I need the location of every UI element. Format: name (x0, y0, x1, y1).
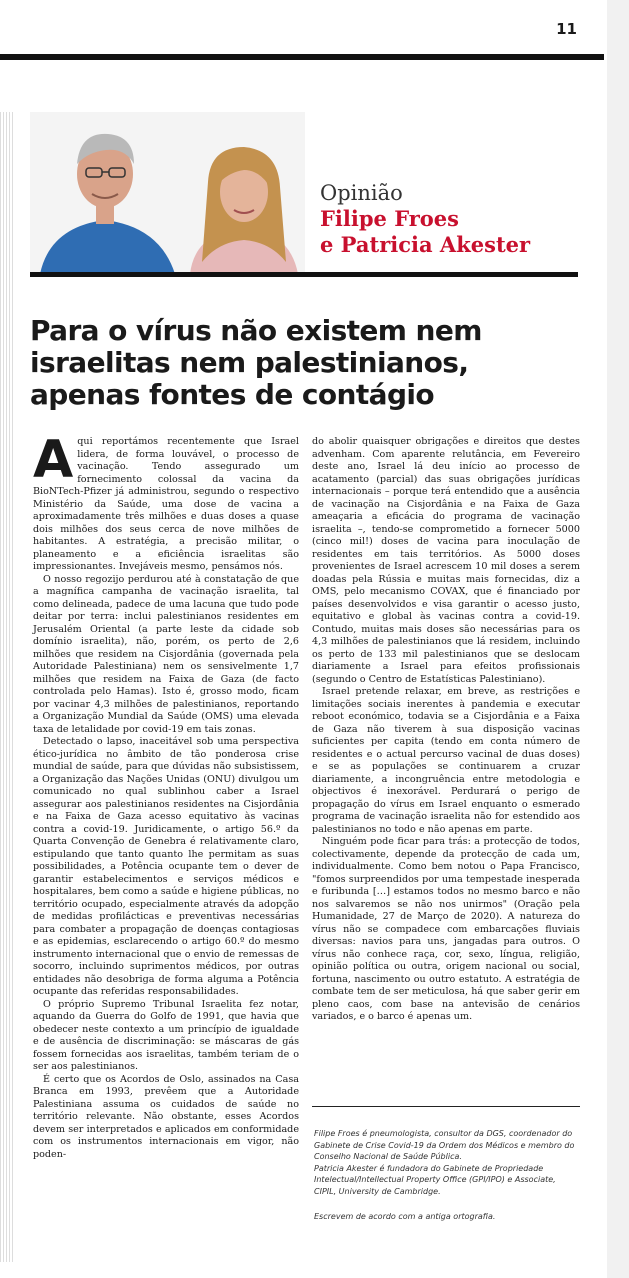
author-banner (320, 180, 580, 258)
bio-akester: Patricia Akester é fundadora do Gabinete de Propriedade Intelectual/Intellectual Property Office (GPI/IPO) e Associate, CIPIL, University de Cambridge. (314, 1163, 556, 1196)
paragraph: Detectado o lapso, inaceitável sob uma perspectiva ético-jurídica no âmbito de tão ponderosa crise mundial de saúde, para que dúvidas não subsistissem, a Organização das Nações Unidas (ONU) divulgou um comunicado no qual sublinhou caber a Israel assegurar aos palestinianos residentes na Cisjordânia e na Faixa de Gaza acesso equitativo às vacinas contra a covid-19. Juridicamente, o artigo 56.º da Quarta Convenção de Genebra é relativamente claro, estipulando que tanto quanto lhe permitam as suas possibilidades, a Potência ocupante tem o dever de garantir estabelecimentos e serviços médicos e hospitalares, bem como a saúde e higiene públicas, no território ocupado, especialmente através da adopção de medidas profilácticas e preventivas necessárias para combater a propagação de doenças contagiosas e as epidemias, esclarecendo o artigo 60.º do mesmo instrumento internacional que o envio de remessas de socorro, incluindo suprimentos médicos, por outras entidades não desobriga de forma alguma a Potência ocupante das referidas responsabilidades. (33, 736, 299, 997)
margin-stripes (0, 112, 14, 1262)
paragraph: do abolir quaisquer obrigações e direitos que destes advenham. Com aparente relutância, em Fevereiro deste ano, Israel lá deu início ao processo de acatamento (parcial) das suas obrigações jurídicas internacionais – porque terá entendido que a ausência de vacinação na Cisjordânia e na Faixa de Gaza ameaçaria a eficácia do programa de vacinação israelita –, tendo-se comprometido a fornecer 5000 (cinco mil!) doses de vacina para inoculação de residentes em tais territórios. As 5000 doses provenientes de Israel acrescem 10 mil doses a serem doadas pela Rússia e muitas mais fornecidas, diz a OMS, pelo mecanismo COVAX, que é financiado por países desenvolvidos e visa garantir o acesso justo, equitativo e global às vacinas contra a covid-19. Contudo, muitas mais doses são necessárias para os 4,3 milhões de palestinianos que lá residem, incluindo os perto de 133 mil palestinianos que se deslocam diariamente a Israel para efeitos profissionais (segundo o Centro de Estatísticas Palestiniano). (312, 436, 580, 685)
paragraph: É certo que os Acordos de Oslo, assinados na Casa Branca em 1993, prevêem que a Autoridade Palestiniana assuma os cuidados de saúde no território relevante. Não obstante, esses Acordos devem ser interpretados e aplicados em conformidade com os instrumentos internacionais em vigor, não poden- (33, 1073, 299, 1160)
section-label: Opinião (320, 181, 403, 205)
page-edge (607, 0, 629, 1278)
authors-photo-illustration (30, 112, 305, 274)
author-name-line2: e Patricia Akester (320, 232, 531, 257)
paragraph: O próprio Supremo Tribunal Israelita fez notar, aquando da Guerra do Golfo de 1991, que havia que obedecer neste contexto a um princípio de igualdade e de ausência de discriminação: se máscaras de gás fossem fornecidas aos israelitas, também teriam de o ser aos palestinianos. (33, 998, 299, 1072)
paragraph: Ninguém pode ficar para trás: a protecção de todos, colectivamente, depende da protecção de cada um, individualmente. Como bem notou o Papa Francisco, "fomos surpreendidos por uma tempestade inesperada e furibunda […] estamos todos no mesmo barco e não nos salvaremos se não nos unirmos" (Oração pela Humanidade, 27 de Março de 2020). A natureza do vírus não se compadece com embarcações fluviais diversas: navios para uns, jangadas para outros. O vírus não conhece raça, cor, sexo, língua, religião, opinião política ou outra, origem nacional ou social, fortuna, nascimento ou outro estatuto. A estratégia de combate tem de ser meticulosa, há que saber gerir em pleno caos, com base na antevisão de cenários variados, e o barco é apenas um. (312, 836, 580, 1022)
banner-rule (30, 272, 578, 277)
bio-froes: Filipe Froes é pneumologista, consultor da DGS, coordenador do Gabinete de Crise Covid-19 da Ordem dos Médicos e membro do Conselho Nacional de Saúde Pública. (314, 1129, 575, 1161)
article-column-1 (33, 430, 299, 1161)
top-rule (0, 54, 604, 60)
paragraph: Aqui reportámos recentemente que Israel lidera, de forma louvável, o processo de vacinação. Tendo assegurado um fornecimento colossal da vacina da BioNTech-Pfizer já administrou, segundo o respectivo Ministério da Saúde, uma dose de vacina a aproximadamente três milhões e duas doses a quase dois milhões dos seus cerca de nove milhões de habitantes. A estratégia, a precisão militar, o planeamento e a eficiência israelitas são impressionantes. Invejáveis mesmo, pensámos nós. (33, 430, 299, 572)
paragraph: O nosso regozijo perdurou até à constatação de que a magnífica campanha de vacinação israelita, tal como delineada, padece de uma lacuna que tudo pode deitar por terra: inclui palestinianos residentes em Jerusalém Oriental (a parte leste da cidade sob domínio israelita), não, porém, os perto de 2,6 milhões que residem na Cisjordânia (governada pela Autoridade Palestiniana) nem os sensivelmente 1,7 milhões que residem na Faixa de Gaza (de facto controlada pelo Hamas). Isto é, grosso modo, ficam por vacinar 4,3 milhões de palestinianos, reportando a Organização Mundial da Saúde (OMS) uma elevada taxa de letalidade por covid-19 em tais zonas. (33, 573, 299, 735)
author-name-line1: Filipe Froes (320, 206, 459, 231)
drop-cap: A (33, 430, 74, 490)
author-bio (314, 1128, 578, 1223)
article-column-2 (312, 436, 580, 1024)
paragraph: Israel pretende relaxar, em breve, as restrições e limitações sociais inerentes à pandemia e executar reboot económico, todavia se a Cisjordânia e a Faixa de Gaza não tiverem à sua disposição vacinas suficientes per capita (tendo em conta número de residentes e o actual percurso vacinal de duas doses) e se as populações se continuarem a cruzar diariamente, a incongruência entre metodologia e objectivos é inexorável. Perdurará o perigo de propagação do vírus em Israel enquanto o esmerado programa de vacinação israelita não for estendido aos palestinianos no todo e não apenas em parte. (312, 686, 580, 835)
orthography-note: Escrevem de acordo com a antiga ortografia. (314, 1212, 496, 1221)
article-headline: Para o vírus não existem nem israelitas nem palestinianos, apenas fontes de contágio (30, 314, 482, 411)
bio-rule (312, 1106, 580, 1107)
authors-photo (30, 112, 305, 274)
page-number: 11 (556, 20, 577, 38)
